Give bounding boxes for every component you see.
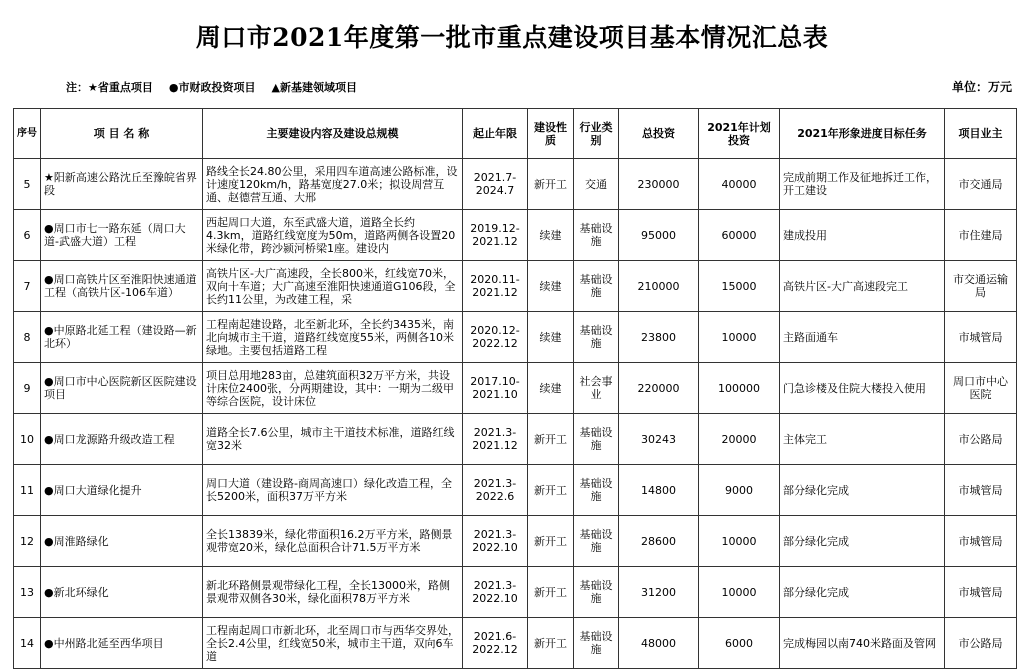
row-plan [699, 261, 780, 312]
row-target-text: 部分绿化完成 [783, 534, 849, 548]
row-no [14, 312, 41, 363]
row-nature-text: 续建 [539, 330, 562, 344]
row-industry-text: 基础设施 [579, 477, 613, 503]
row-period [463, 465, 528, 516]
row-target [780, 210, 945, 261]
row-name [41, 363, 203, 414]
row-period-text: 2021.7-2024.7 [473, 171, 517, 197]
row-owner [945, 312, 1017, 363]
row-no [14, 618, 41, 669]
row-owner [945, 261, 1017, 312]
row-plan-text: 20000 [721, 432, 757, 446]
row-period [463, 414, 528, 465]
row-target [780, 414, 945, 465]
row-target-text: 完成梅园以南740米路面及管网 [783, 636, 936, 650]
row-target [780, 516, 945, 567]
row-plan-text: 60000 [721, 228, 757, 242]
row-industry-text: 基础设施 [579, 579, 613, 605]
row-owner-text: 市城管局 [958, 483, 1003, 497]
row-nature [528, 414, 574, 465]
row-period [463, 363, 528, 414]
row-nature-text: 新开工 [534, 432, 567, 446]
table-row [14, 465, 1017, 516]
row-owner-text: 市公路局 [958, 432, 1003, 446]
row-plan-text: 100000 [718, 381, 760, 395]
row-industry [574, 516, 619, 567]
row-nature [528, 312, 574, 363]
row-target [780, 567, 945, 618]
row-owner-text: 市城管局 [958, 330, 1003, 344]
legend-item-new-infra: ▲新基建领域项目 [271, 81, 357, 94]
row-industry [574, 618, 619, 669]
row-nature [528, 363, 574, 414]
row-no [14, 567, 41, 618]
row-target-text: 门急诊楼及住院大楼投入使用 [783, 381, 926, 395]
header-period: 起止年限 [463, 109, 528, 159]
row-target-text: 建成投用 [783, 228, 827, 242]
row-target-text: 主体完工 [783, 432, 827, 446]
row-owner [945, 414, 1017, 465]
row-name-text: ●周口龙源路升级改造工程 [44, 432, 175, 446]
row-nature [528, 159, 574, 210]
row-plan [699, 567, 780, 618]
row-name [41, 414, 203, 465]
row-no-text: 6 [23, 228, 31, 242]
row-nature-text: 新开工 [534, 483, 567, 497]
row-owner-text: 市城管局 [958, 585, 1003, 599]
header-nature: 建设性质 [528, 109, 574, 159]
row-plan-text: 10000 [721, 330, 757, 344]
row-owner [945, 465, 1017, 516]
row-content [203, 516, 463, 567]
row-nature-text: 新开工 [534, 177, 567, 191]
row-no [14, 159, 41, 210]
row-target-text: 高铁片区-大广高速段完工 [783, 279, 908, 293]
row-target [780, 261, 945, 312]
row-nature-text: 新开工 [534, 636, 567, 650]
table-row [14, 210, 1017, 261]
row-total [619, 414, 699, 465]
row-nature [528, 465, 574, 516]
row-name-text: ★阳新高速公路沈丘至豫皖省界段 [44, 171, 197, 197]
row-total [619, 363, 699, 414]
row-industry [574, 159, 619, 210]
row-total [619, 210, 699, 261]
row-plan-text: 10000 [721, 534, 757, 548]
table-row [14, 567, 1017, 618]
row-no-text: 9 [23, 381, 31, 395]
row-period [463, 618, 528, 669]
row-total-text: 220000 [637, 381, 680, 395]
row-plan [699, 465, 780, 516]
row-name [41, 261, 203, 312]
row-no-text: 10 [20, 432, 34, 446]
row-owner-text: 周口市中心医院 [953, 375, 1008, 401]
row-period [463, 312, 528, 363]
row-no [14, 363, 41, 414]
header-name: 项 目 名 称 [41, 109, 203, 159]
page-title: 周口市2021年度第一批市重点建设项目基本情况汇总表 [195, 23, 829, 52]
row-total [619, 261, 699, 312]
legend-prefix: 注： [66, 81, 88, 94]
row-content-text: 工程南起建设路，北至新北环，全长约3435米，南北向城市主干道，道路红线宽度55米，两侧各10米绿地。主要包括道路工程 [206, 317, 454, 357]
row-owner-text: 市交通运输局 [953, 273, 1008, 299]
row-period [463, 261, 528, 312]
row-owner-text: 市城管局 [958, 534, 1003, 548]
header-no: 序号 [14, 109, 41, 159]
table-header-row [14, 109, 1017, 159]
row-target [780, 618, 945, 669]
row-plan-text: 10000 [721, 585, 757, 599]
table-row [14, 159, 1017, 210]
row-industry [574, 465, 619, 516]
row-no-text: 5 [23, 177, 31, 191]
row-content-text: 工程南起周口市新北环，北至周口市与西华交界处，全长2.4公里，红线宽50米，城市主干道，双向6车道 [206, 623, 459, 663]
row-industry [574, 210, 619, 261]
row-nature [528, 567, 574, 618]
row-name-text: ●周口市七一路东延（周口大道-武盛大道）工程 [44, 222, 186, 248]
row-nature [528, 618, 574, 669]
row-name [41, 312, 203, 363]
row-name [41, 516, 203, 567]
row-target-text: 部分绿化完成 [783, 585, 849, 599]
row-content [203, 261, 463, 312]
row-total-text: 230000 [637, 177, 680, 191]
row-content-text: 路线全长24.80公里，采用四车道高速公路标准，设计速度120km/h，路基宽度27.0米；拟设周营互通、赵德营互通、大邢 [206, 164, 458, 204]
legend-item-municipal: ●市财政投资项目 [168, 81, 256, 94]
row-content-text: 高铁片区-大广高速段，全长800米，红线宽70米，双向十车道；大广高速至淮阳快速通道G106段，全长约11公里，为改建工程，采 [206, 266, 456, 306]
row-period [463, 210, 528, 261]
row-industry-text: 交通 [585, 177, 607, 191]
row-target-text: 完成前期工作及征地拆迁工作，开工建设 [783, 171, 937, 197]
legend-item-provincial: ★省重点项目 [88, 81, 153, 94]
header-content: 主要建设内容及建设总规模 [203, 109, 463, 159]
row-plan-text: 9000 [725, 483, 753, 497]
row-period [463, 567, 528, 618]
row-no [14, 414, 41, 465]
row-content [203, 159, 463, 210]
row-plan-text: 6000 [725, 636, 753, 650]
table-row [14, 312, 1017, 363]
row-owner [945, 159, 1017, 210]
row-name-text: ●周淮路绿化 [44, 534, 109, 548]
table-row [14, 414, 1017, 465]
row-plan-text: 40000 [721, 177, 757, 191]
row-name [41, 159, 203, 210]
row-period-text: 2021.3-2022.10 [472, 579, 518, 605]
row-content-text: 新北环路侧景观带绿化工程，全长13000米，路侧景观带双侧各30米，绿化面积78万平方米 [206, 579, 450, 605]
row-nature [528, 210, 574, 261]
row-period-text: 2019.12-2021.12 [470, 222, 520, 248]
table-row [14, 618, 1017, 669]
row-plan-text: 15000 [721, 279, 757, 293]
row-nature [528, 516, 574, 567]
row-total [619, 312, 699, 363]
row-owner [945, 210, 1017, 261]
row-no-text: 11 [20, 483, 34, 497]
row-period-text: 2021.6-2022.12 [472, 630, 518, 656]
table-row [14, 363, 1017, 414]
row-name-text: ●周口高铁片区至淮阳快速通道工程（高铁片区-106车道） [44, 273, 197, 299]
row-industry-text: 基础设施 [579, 222, 613, 248]
row-plan [699, 363, 780, 414]
row-content-text: 全长13839米，绿化带面积16.2万平方米，路侧景观带宽20米，绿化总面积合计71.5万平方米 [206, 528, 453, 554]
row-industry-text: 基础设施 [579, 426, 613, 452]
row-content [203, 618, 463, 669]
header-owner: 项目业主 [945, 109, 1017, 159]
row-owner [945, 516, 1017, 567]
row-industry [574, 363, 619, 414]
row-content [203, 210, 463, 261]
row-content-text: 道路全长7.6公里，城市主干道技术标准，道路红线宽32米 [206, 426, 455, 452]
row-total-text: 95000 [641, 228, 676, 242]
row-period-text: 2020.11-2021.12 [470, 273, 520, 299]
row-owner-text: 市公路局 [958, 636, 1003, 650]
row-plan [699, 159, 780, 210]
row-total-text: 210000 [637, 279, 680, 293]
row-name-text: ●新北环绿化 [44, 585, 109, 599]
row-industry-text: 基础设施 [579, 630, 613, 656]
row-no-text: 8 [23, 330, 31, 344]
header-total: 总投资 [619, 109, 699, 159]
row-content [203, 363, 463, 414]
row-total-text: 28600 [641, 534, 676, 548]
row-plan [699, 414, 780, 465]
row-period [463, 516, 528, 567]
row-name-text: ●中原路北延工程（建设路—新北环） [44, 324, 197, 350]
row-plan [699, 210, 780, 261]
row-industry-text: 基础设施 [579, 273, 613, 299]
row-total-text: 31200 [641, 585, 676, 599]
project-table [13, 108, 1017, 669]
table-row [14, 261, 1017, 312]
row-name-text: ●周口大道绿化提升 [44, 483, 142, 497]
row-no [14, 210, 41, 261]
row-industry-text: 基础设施 [579, 324, 613, 350]
unit-label: 单位：万元 [951, 80, 1012, 94]
row-total-text: 48000 [641, 636, 676, 650]
row-content-text: 西起周口大道，东至武盛大道，道路全长约4.3km，道路红线宽度为50m，道路两侧各设置20米绿化带，跨沙颍河桥梁1座。建设内 [206, 215, 456, 255]
header-industry: 行业类别 [574, 109, 619, 159]
row-content [203, 567, 463, 618]
row-plan [699, 312, 780, 363]
row-name-text: ●中州路北延至西华项目 [44, 636, 164, 650]
row-nature-text: 新开工 [534, 585, 567, 599]
row-target [780, 465, 945, 516]
row-plan [699, 516, 780, 567]
row-name [41, 618, 203, 669]
row-total [619, 465, 699, 516]
row-no-text: 13 [20, 585, 34, 599]
row-nature-text: 续建 [539, 381, 562, 395]
row-total-text: 14800 [641, 483, 676, 497]
row-no-text: 7 [23, 279, 31, 293]
legend-notes [66, 79, 373, 95]
row-target-text: 部分绿化完成 [783, 483, 849, 497]
row-owner [945, 567, 1017, 618]
row-target [780, 363, 945, 414]
row-nature-text: 新开工 [534, 534, 567, 548]
row-total-text: 23800 [641, 330, 676, 344]
row-name [41, 465, 203, 516]
row-period-text: 2017.10-2021.10 [470, 375, 520, 401]
row-content [203, 414, 463, 465]
row-owner-text: 市住建局 [958, 228, 1003, 242]
row-period-text: 2021.3-2022.10 [472, 528, 518, 554]
row-target [780, 159, 945, 210]
row-target-text: 主路面通车 [783, 330, 838, 344]
row-no-text: 12 [20, 534, 34, 548]
row-period-text: 2021.3-2021.12 [472, 426, 518, 452]
row-content-text: 项目总用地283亩，总建筑面积32万平方米，共设计床位2400张，分两期建设，其中：一期为二级甲等综合医院，设计床位 [206, 368, 454, 408]
row-name [41, 210, 203, 261]
row-no [14, 516, 41, 567]
row-content [203, 312, 463, 363]
header-target: 2021年形象进度目标任务 [780, 109, 945, 159]
row-industry [574, 414, 619, 465]
row-plan [699, 618, 780, 669]
row-industry-text: 基础设施 [579, 528, 613, 554]
row-owner-text: 市交通局 [958, 177, 1003, 191]
row-industry [574, 312, 619, 363]
row-no [14, 465, 41, 516]
row-nature-text: 续建 [539, 279, 562, 293]
row-industry [574, 567, 619, 618]
row-nature [528, 261, 574, 312]
row-content-text: 周口大道（建设路-商周高速口）绿化改造工程，全长5200米，面积37万平方米 [206, 477, 452, 503]
row-industry [574, 261, 619, 312]
row-period-text: 2021.3-2022.6 [473, 477, 517, 503]
row-total [619, 567, 699, 618]
row-target [780, 312, 945, 363]
row-industry-text: 社会事业 [579, 375, 613, 401]
row-total [619, 618, 699, 669]
row-nature-text: 续建 [539, 228, 562, 242]
row-name [41, 567, 203, 618]
row-total-text: 30243 [641, 432, 676, 446]
row-period [463, 159, 528, 210]
row-no [14, 261, 41, 312]
table-row [14, 516, 1017, 567]
row-owner [945, 618, 1017, 669]
row-period-text: 2020.12-2022.12 [470, 324, 520, 350]
row-no-text: 14 [20, 636, 34, 650]
row-content [203, 465, 463, 516]
header-plan: 2021年计划投资 [699, 109, 780, 159]
row-total [619, 516, 699, 567]
row-name-text: ●周口市中心医院新区医院建设项目 [44, 375, 197, 401]
row-total [619, 159, 699, 210]
row-owner [945, 363, 1017, 414]
